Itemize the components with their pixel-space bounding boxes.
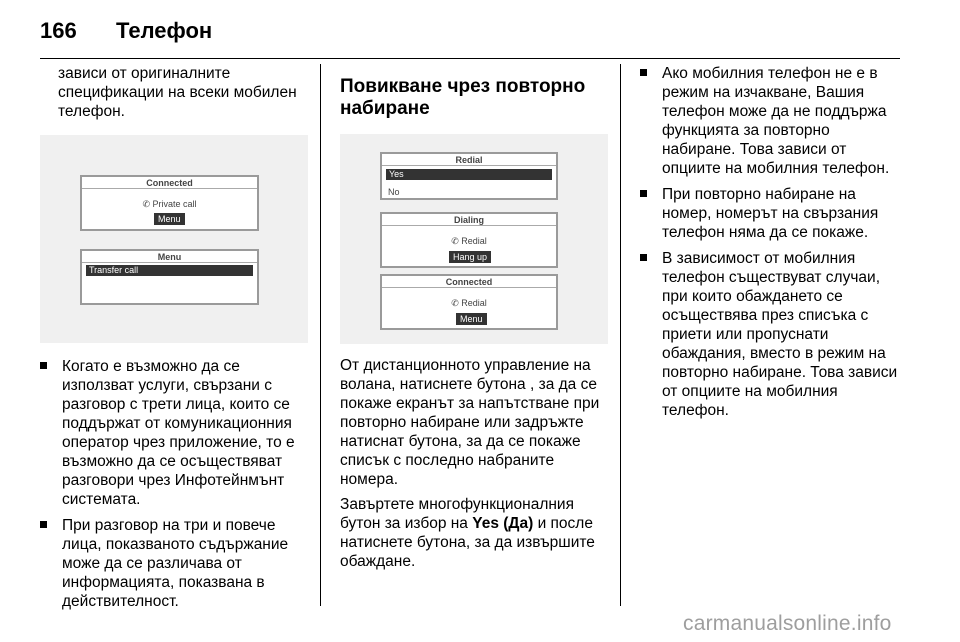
screen-connected xyxy=(80,175,259,231)
screen-title: Menu xyxy=(82,251,257,263)
intro-paragraph: зависи от оригиналните спецификации на всеки мобилен телефон. xyxy=(58,65,297,120)
bullet-item: При разговор на три и повече лица, показваното съдържание може да се различава от информацията, показвана в действителност. xyxy=(40,516,308,611)
column-1 xyxy=(40,64,308,611)
column-2 xyxy=(340,64,608,571)
screen-title: Connected xyxy=(82,177,257,189)
phone-icon: ✆ xyxy=(451,298,459,308)
screen-dialing xyxy=(380,212,558,268)
transfer-call-item[interactable]: Transfer call xyxy=(86,265,253,276)
no-option[interactable]: No xyxy=(388,187,400,197)
screen-row: ✆ Private call xyxy=(142,199,197,209)
screen-row: ✆ Redial xyxy=(451,236,487,246)
bullet-item: При повторно набиране на номер, номерът на свързания телефон няма да се покаже. xyxy=(640,185,904,242)
screen-title: Connected xyxy=(382,276,556,288)
instruction-paragraph-2: Завъртете многофункционалния бутон за избор на Yes (Да) и после натиснете бутона, за да извършите обаждане. xyxy=(340,496,595,570)
menu-button[interactable]: Menu xyxy=(154,213,185,225)
screen-connected xyxy=(380,274,558,330)
column-divider xyxy=(620,64,621,606)
menu-button[interactable]: Menu xyxy=(456,313,487,325)
hang-up-button[interactable]: Hang up xyxy=(449,251,491,263)
bullet-marker xyxy=(640,254,647,261)
bullet-item: Ако мобилния телефон не е в режим на изчакване, Вашия телефон може да не поддържа функцията за повторно набиране. Това зависи от опциите на мобилния телефон. xyxy=(640,64,904,178)
column-divider xyxy=(320,64,321,606)
section-heading: Повикване чрез повторно набиране xyxy=(340,76,586,119)
bullet-marker xyxy=(640,190,647,197)
screen-row: ✆ Redial xyxy=(451,298,487,308)
phone-icon: ✆ xyxy=(451,236,459,246)
screen-title: Dialing xyxy=(382,214,556,226)
instruction-paragraph: От дистанционното управление на волана, натиснете бутона , за да се покаже екранът за напътстване при повторно набиране или задръжте натиснат бутона, за да се покаже списък с последно набраните номера. xyxy=(340,357,600,488)
screen-title: Redial xyxy=(382,154,556,166)
yes-option[interactable]: Yes xyxy=(386,169,552,180)
column-3 xyxy=(640,64,904,420)
yes-option-label: Yes (Да) xyxy=(472,515,534,532)
bullet-item: Когато е възможно да се използват услуги, свързани с разговор с трети лица, които се поддържат от комуникационния оператор чрез приложение, то е възможно да се осъществяват разговори чрез Инфотейнмънт системата. xyxy=(40,357,308,509)
watermark: carmanualsonline.info xyxy=(683,612,892,635)
phone-icon: ✆ xyxy=(142,199,150,209)
page-title: Телефон xyxy=(116,18,213,43)
page-number: 166 xyxy=(40,18,77,43)
screen-redial xyxy=(380,152,558,200)
screen-menu xyxy=(80,249,259,305)
header-divider xyxy=(40,58,900,59)
bullet-item: В зависимост от мобилния телефон съществуват случаи, при които обаждането се осъществява през списъка с приети или пропуснати обаждания, вместо в режим на повторно набиране. Това зависи от опциите на мобилния телефон. xyxy=(640,249,904,420)
bullet-marker xyxy=(640,69,647,76)
figure-connected-menu xyxy=(40,135,308,343)
bullet-marker xyxy=(40,521,47,528)
bullet-marker xyxy=(40,362,47,369)
figure-redial xyxy=(340,134,608,344)
